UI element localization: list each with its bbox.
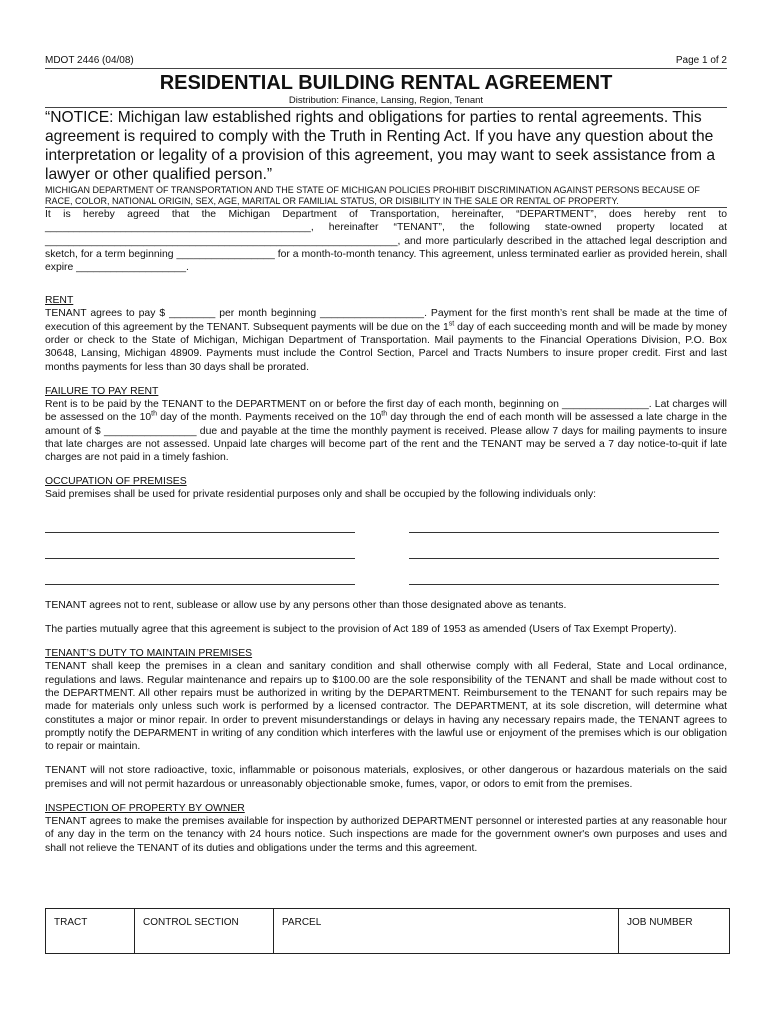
occupant-blanks bbox=[45, 520, 727, 585]
rent-paragraph bbox=[45, 307, 727, 373]
parcel-cell[interactable]: PARCEL bbox=[274, 909, 619, 954]
occupant-line-2[interactable] bbox=[409, 520, 719, 533]
distribution-line: Distribution: Finance, Lansing, Region, Tenant bbox=[45, 95, 727, 108]
policy-statement: MICHIGAN DEPARTMENT OF TRANSPORTATION AND THE STATE OF MICHIGAN POLICIES PROHIBIT DISCRIMINATION AGAINST PERSONS BECAUSE OF RACE, COLOR, NATIONAL ORIGIN, SEX, AGE, MARITAL OR FAMILIAL STATUS, OR DISIBILITY IN THE SALE OR RENTAL OF PROPERTY. bbox=[45, 185, 727, 208]
occupation-paragraph: Said premises shall be used for private residential purposes only and shall be occupied by the following individuals only: bbox=[45, 489, 597, 501]
tract-cell[interactable]: TRACT bbox=[46, 909, 135, 954]
codes-row bbox=[46, 909, 730, 954]
occupant-line-1[interactable] bbox=[45, 520, 355, 533]
occupant-line-4[interactable] bbox=[409, 546, 719, 559]
rent-text-a: TENANT agrees to pay $ ________ per month beginning __________________. Payment for the first month’s rent shall be made at the time of execution of this agreement by the TENANT. Subsequent payments will be due on the 1 bbox=[45, 308, 727, 333]
hazard-paragraph: TENANT will not store radioactive, toxic, inflammable or poisonous materials, explosives, or other dangerous or hazardous materials on the said premises and will not permit hazardous or unreasonably objectionable smoke, fumes, vapor, or odors to emit from the premises. bbox=[45, 765, 727, 790]
failure-sup-b: th bbox=[381, 410, 388, 418]
failure-sup-a: th bbox=[151, 410, 158, 418]
sublease-paragraph: TENANT agrees not to rent, sublease or allow use by any persons other than those designated above as tenants. bbox=[45, 599, 567, 611]
codes-table bbox=[45, 908, 730, 954]
duty-paragraph: TENANT shall keep the premises in a clean and sanitary condition and shall otherwise comply with all Federal, State and Local ordinance, regulations and laws. Regular maintenance and repairs up to $100.00 are the sole responsibility of the TENANT and shall be made without cost to the DEPARTMENT. All other repairs must be authorized in writing by the DEPARTMENT. Reimbursement to the TENANT for such repairs may be made for materials only unless such work is performed by a licensed contractor. The DEPARTMENT, at its sole discretion, will determine what constitutes a major or minor repair. In order to prevent misunderstandings or delays in having any necessary repairs made, the TENANT agrees to promptly notify the DEPARMENT in writing of any condition which interferes with the lawful use or enjoyment of the premises which is our obligation to repair or maintain. bbox=[45, 661, 727, 753]
occupation-heading: OCCUPATION OF PREMISES bbox=[45, 476, 187, 488]
form-header bbox=[45, 55, 727, 69]
occupant-line-3[interactable] bbox=[45, 546, 355, 559]
occupant-line-6[interactable] bbox=[409, 572, 719, 585]
page-title: RESIDENTIAL BUILDING RENTAL AGREEMENT bbox=[159, 72, 613, 94]
page-number: Page 1 of 2 bbox=[675, 55, 727, 66]
rent-text-b: day of each succeeding month and will be made by money order or check to the State of Michigan, Michigan Department of Transportation. Mail payments to the Financial Operations Division, P.O. Box 30648, Lansing, Michigan 48909. Payments must include the Control Section, Parcel and Tracts Numbers to insure proper credit. First and last months payments for less than 30 days shall be prorated. bbox=[45, 321, 727, 373]
form-id: MDOT 2446 (04/08) bbox=[45, 55, 134, 66]
act-paragraph: The parties mutually agree that this agreement is subject to the provision of Act 189 of 1953 as amended (Users of Tax Exempt Property). bbox=[45, 624, 677, 636]
failure-heading: FAILURE TO PAY RENT bbox=[45, 385, 159, 397]
notice-paragraph: “NOTICE: Michigan law established rights and obligations for parties to rental agreements. This agreement is required to comply with the Truth in Renting Act. If you have any question about the interpretation or legality of a provision of this agreement, you may want to seek assistance from a lawyer or other qualified person.” bbox=[45, 109, 715, 183]
rent-heading: RENT bbox=[45, 295, 74, 307]
failure-text-c: day through the end of each month will be assessed a late charge in the amount of $ ________________ due and payable at the time the monthly payment is received. Please allow 7 days for mailing payments to insure that late charges are not assessed. Unpaid late charges will become part of the rent and the TENANT may be served a 7 day notice-to-quit if late charges are not paid in a timely fashion. bbox=[45, 412, 727, 464]
occupant-line-5[interactable] bbox=[45, 572, 355, 585]
control-section-cell[interactable]: CONTROL SECTION bbox=[135, 909, 274, 954]
rent-sup: st bbox=[448, 320, 455, 328]
inspection-paragraph: TENANT agrees to make the premises available for inspection by authorized DEPARTMENT personnel or interested parties at any reasonable hour of any day in the term on the tenancy with 24 hours notice. Such inspections are made for the government owner's own purposes and uses and shall not relieve the TENANT of its duties and obligations under the terms and this agreement. bbox=[45, 816, 727, 854]
inspection-heading: INSPECTION OF PROPERTY BY OWNER bbox=[45, 803, 245, 815]
failure-text-a: Rent is to be paid by the TENANT to the DEPARTMENT on or before the first day of each month, beginning on _______________. Lat charges will be assessed on the 10 bbox=[45, 398, 727, 424]
intro-paragraph: It is hereby agreed that the Michigan Department of Transportation, hereinafter, “DEPARTMENT”, does hereby rent to ______________________________________________, hereinafter “TENANT”, the following state-owned property located at _____________________________________________________________, and more particularly described in the attached legal description and sketch, for a term beginning _________________ for a month-to-month tenancy. This agreement, unless terminated earlier as provided herein, shall expire ___________________. bbox=[45, 209, 727, 274]
duty-heading: TENANT’S DUTY TO MAINTAIN PREMISES bbox=[45, 648, 253, 660]
job-number-cell[interactable]: JOB NUMBER bbox=[619, 909, 730, 954]
failure-text-b: day of the month. Payments received on the 10 bbox=[157, 412, 382, 424]
form-page bbox=[45, 55, 727, 855]
failure-paragraph bbox=[45, 398, 727, 464]
